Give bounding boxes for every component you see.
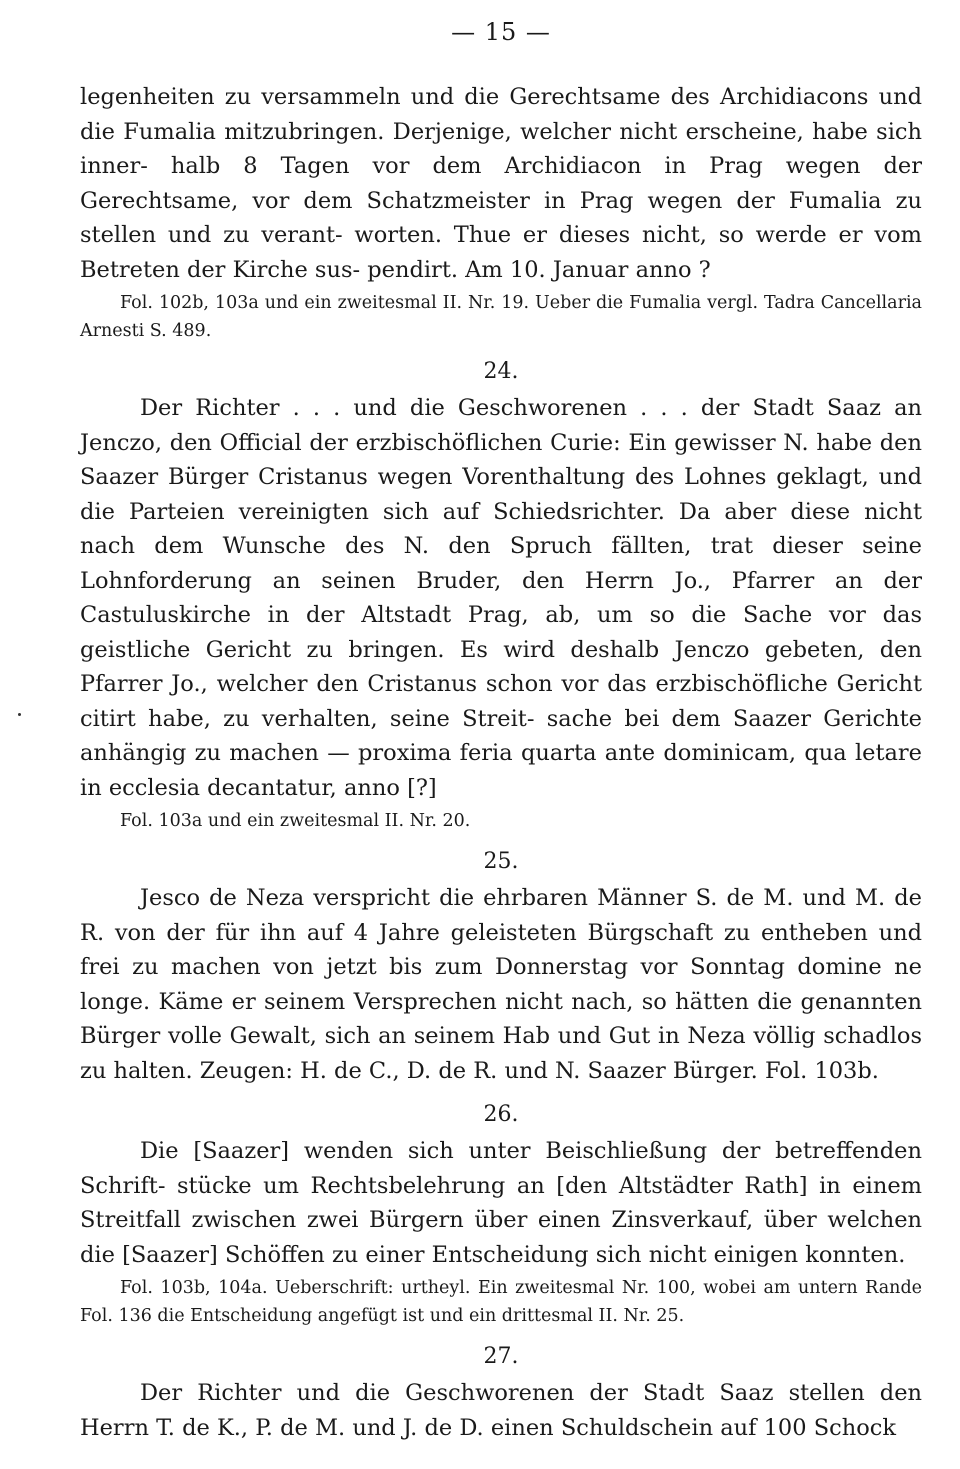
paragraph-27: Der Richter und die Geschworenen der Stadt Saaz stellen den Herrn T. de K., P. de M. und J. de D. einen Schuldschein auf 100 Schock [80, 1380, 922, 1441]
margin-speck [18, 713, 21, 716]
paragraph-24: Der Richter . . . und die Geschworenen . . . der Stadt Saaz an Jenczo, den Official der erzbischöflichen Curie: Ein gewisser N. habe den Saazer Bürger Cristanus wegen Vorenthaltung des Lohnes geklagt, und die Parteien vereinigten sich auf Schiedsrichter. Da aber diese nicht nach dem Wunsche des N. den Spruch fällten, trat dieser seine Lohnforderung an seinen Bruder, den Herrn Jo., Pfarrer an der Castuluskirche in der Altstadt Prag, ab, um so die Sache vor das geistliche Gericht zu bringen. Es wird deshalb Jenczo gebeten, den Pfarrer Jo., welcher den Cristanus schon vor das erzbischöfliche Gericht citirt habe, zu verhalten, seine Streit- sache bei dem Saazer Gerichte anhängig zu machen — proxima feria quarta ante dominicam, qua letare in ecclesia decantatur, anno [?] [80, 395, 922, 801]
paragraph-26: Die [Saazer] wenden sich unter Beischließung der betreffenden Schrift- stücke um Rechtsbelehrung an [den Altstädter Rath] in einem Streitfall zwischen zwei Bürgern über einen Zinsverkauf, über welchen die [Saazer] Schöffen zu einer Entscheidung sich nicht einigen konnten. [80, 1138, 922, 1268]
paragraph-continuation: legenheiten zu versammeln und die Gerechtsame des Archidiacons und die Fumalia mitzubringen. Derjenige, welcher nicht erscheine, habe sich inner- halb 8 Tagen vor dem Archidiacon in Prag wegen der Gerechtsame, vor dem Schatzmeister in Prag wegen der Fumalia zu stellen und zu verant- worten. Thue er dieses nicht, so werde er vom Betreten der Kirche sus- pendirt. Am 10. Januar anno ? [80, 84, 922, 283]
footnote-24: Fol. 103a und ein zweitesmal II. Nr. 20. [120, 811, 471, 831]
footnote-23: Fol. 102b, 103a und ein zweitesmal II. Nr. 19. Ueber die Fumalia vergl. Tadra Cancellaria Arnesti S. 489. [80, 293, 922, 341]
doc-number-25: 25. [483, 849, 519, 874]
doc-number-27: 27. [483, 1344, 519, 1369]
doc-number-26: 26. [483, 1102, 519, 1127]
document-page [80, 12, 922, 1445]
paragraph-25: Jesco de Neza verspricht die ehrbaren Männer S. de M. und M. de R. von der für ihn auf 4 Jahre geleisteten Bürgschaft zu entheben und frei zu machen von jetzt bis zum Donnerstag vor Sonntag domine ne longe. Käme er seinem Versprechen nicht nach, so hätten die genannten Bürger volle Gewalt, sich an seinem Hab und Gut in Neza völlig schadlos zu halten. Zeugen: H. de C., D. de R. und N. Saazer Bürger. Fol. 103b. [80, 885, 922, 1084]
doc-number-24: 24. [483, 359, 519, 384]
footnote-26: Fol. 103b, 104a. Ueberschrift: urtheyl. Ein zweitesmal Nr. 100, wobei am untern Rande Fol. 136 die Entscheidung angefügt ist und ein drittesmal II. Nr. 25. [80, 1278, 922, 1326]
page-number: — 15 — [451, 18, 551, 46]
